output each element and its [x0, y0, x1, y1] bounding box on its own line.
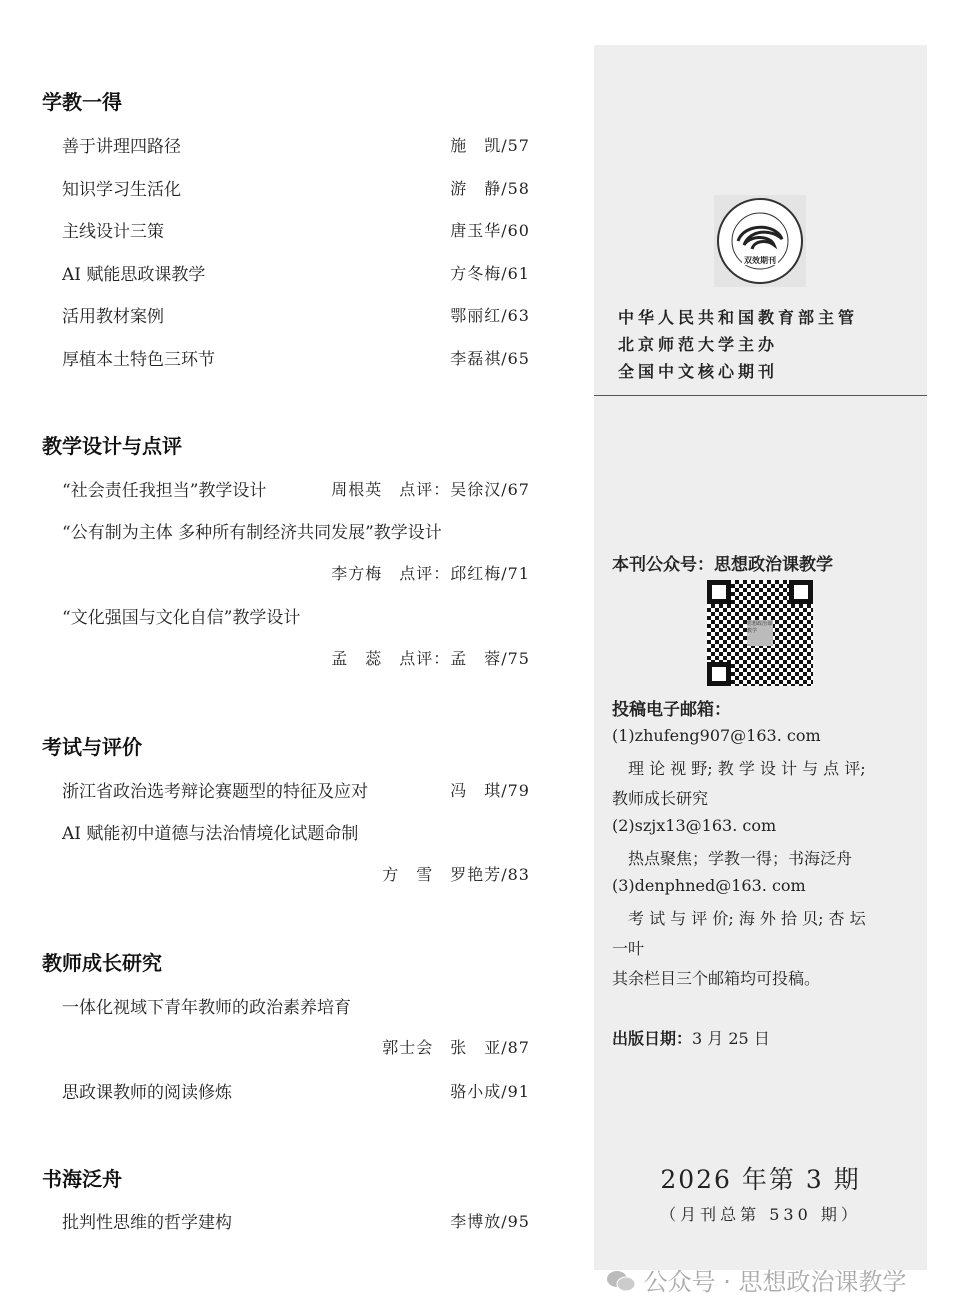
article-title[interactable]: AI 赋能初中道德与法治情境化试题命制 — [62, 824, 359, 844]
watermark — [606, 1262, 907, 1297]
article-title[interactable]: 知识学习生活化 — [62, 180, 181, 200]
article-title[interactable]: 活用教材案例 — [62, 307, 164, 327]
section-heading: 书海泛舟 — [42, 1167, 122, 1191]
section-heading: 考试与评价 — [42, 735, 142, 759]
article-author-page: 孟 蕊 点评：孟 蓉/75 — [331, 649, 530, 668]
article-author-page: 李磊祺/65 — [450, 349, 530, 368]
svg-text:双效期刊: 双效期刊 — [744, 255, 776, 265]
email-line: 理 论 视 野; 教 学 设 计 与 点 评; — [612, 759, 866, 778]
watermark-text: 公众号 · 思想政治课教学 — [643, 1268, 907, 1296]
total-issue: （月刊总第 530 期） — [660, 1205, 861, 1224]
qr-code[interactable] — [707, 580, 813, 686]
article-author-page: 方 雪 罗艳芳/83 — [382, 865, 530, 884]
email-line: 一叶 — [612, 939, 645, 958]
wechat-label: 本刊公众号：思想政治课教学 — [612, 555, 833, 575]
article-author-page: 施 凯/57 — [450, 136, 530, 155]
date-value: 3 月 25 日 — [692, 1029, 770, 1048]
email-line: 教师成长研究 — [612, 789, 709, 808]
org-line: 全国中文核心期刊 — [618, 362, 779, 381]
section-heading: 教学设计与点评 — [42, 434, 182, 458]
article-author-page: 李博放/95 — [450, 1212, 530, 1231]
email-line: 热点聚焦；学教一得；书海泛舟 — [612, 849, 853, 868]
email-line[interactable]: (2)szjx13@163. com — [612, 816, 777, 835]
article-author-page: 唐玉华/60 — [450, 221, 530, 240]
qr-caption: 思想政治课教学 — [747, 620, 773, 646]
article-title[interactable]: 浙江省政治选考辩论赛题型的特征及应对 — [62, 782, 368, 802]
info-sidebar — [594, 45, 927, 1270]
wechat-icon — [606, 1270, 636, 1292]
article-author-page: 游 静/58 — [450, 179, 530, 198]
article-title[interactable]: AI 赋能思政课教学 — [62, 265, 206, 285]
article-title[interactable]: 批判性思维的哲学建构 — [62, 1213, 232, 1233]
article-author-page: 周根英 点评：吴徐汉/67 — [331, 480, 530, 499]
article-title[interactable]: “公有制为主体 多种所有制经济共同发展”教学设计 — [62, 523, 442, 543]
article-title[interactable]: 善于讲理四路径 — [62, 137, 181, 157]
email-line[interactable]: (3)denphned@163. com — [612, 876, 806, 895]
article-author-page: 方冬梅/61 — [450, 264, 530, 283]
article-title[interactable]: 一体化视域下青年教师的政治素养培育 — [62, 998, 351, 1018]
issue-number: 2026 年第 3 期 — [660, 1165, 861, 1194]
article-title[interactable]: 厚植本土特色三环节 — [62, 350, 215, 370]
article-author-page: 冯 琪/79 — [450, 781, 530, 800]
article-author-page: 郭士会 张 亚/87 — [382, 1038, 530, 1057]
article-author-page: 骆小成/91 — [450, 1082, 530, 1101]
email-label: 投稿电子邮箱： — [612, 700, 731, 720]
article-title[interactable]: 思政课教师的阅读修炼 — [62, 1083, 232, 1103]
org-line: 北京师范大学主办 — [618, 335, 779, 354]
divider — [594, 395, 927, 396]
article-title[interactable]: “文化强国与文化自信”教学设计 — [62, 608, 301, 628]
article-title[interactable]: “社会责任我担当”教学设计 — [62, 481, 267, 501]
journal-seal-logo — [714, 195, 806, 287]
article-title[interactable]: 主线设计三策 — [62, 222, 164, 242]
section-heading: 教师成长研究 — [42, 951, 162, 975]
article-author-page: 鄂丽红/63 — [450, 306, 530, 325]
email-line: 考 试 与 评 价; 海 外 拾 贝; 杏 坛 — [612, 909, 866, 928]
seal-icon — [714, 195, 806, 287]
article-author-page: 李方梅 点评：邱红梅/71 — [331, 564, 530, 583]
org-line: 中华人民共和国教育部主管 — [618, 308, 859, 327]
section-heading: 学教一得 — [42, 90, 122, 114]
date-label: 出版日期： — [612, 1029, 693, 1048]
email-line[interactable]: (1)zhufeng907@163. com — [612, 726, 821, 745]
email-line: 其余栏目三个邮箱均可投稿。 — [612, 969, 821, 988]
